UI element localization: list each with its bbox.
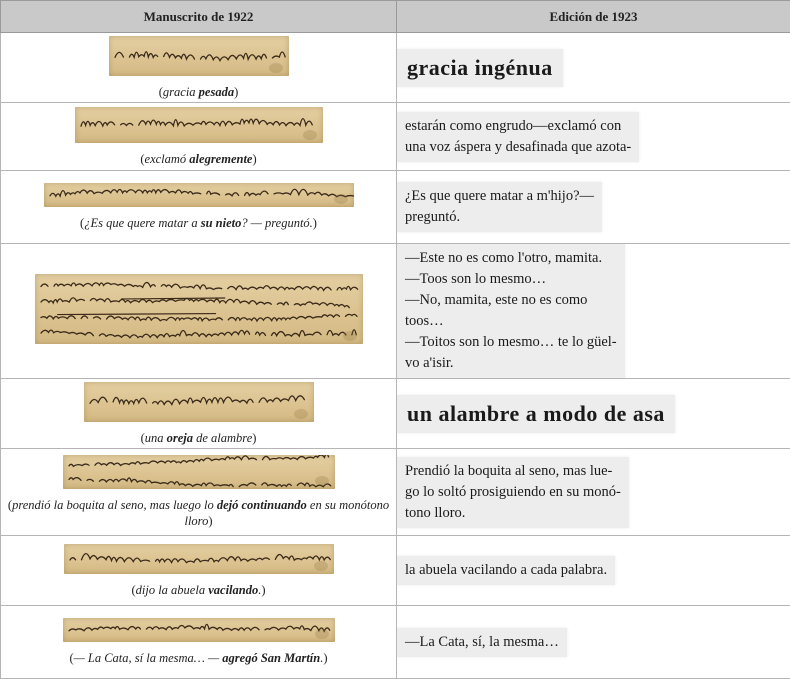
caption-segment: )	[252, 431, 256, 445]
caption-segment: )	[252, 152, 256, 166]
edition-cell	[397, 103, 790, 171]
caption-segment: de alambre	[193, 431, 252, 445]
edition-print-image	[397, 182, 602, 232]
manuscript-caption	[1, 215, 396, 231]
caption-segment: .	[258, 583, 261, 597]
caption-segment: (	[69, 651, 73, 665]
table-row	[1, 606, 790, 679]
caption-segment: )	[208, 514, 212, 528]
edition-text-line: toos…	[405, 311, 617, 332]
edition-text-line: Prendió la boquita al seno, mas lue-	[405, 461, 621, 482]
manuscript-image	[109, 36, 289, 76]
edition-text-line: ¿Es que quere matar a m'hijo?—	[405, 186, 594, 207]
caption-segment: dijo la abuela	[136, 583, 209, 597]
edition-print-image	[397, 457, 629, 528]
edition-text-line: —No, mamita, este no es como	[405, 290, 617, 311]
caption-segment: prendió la boquita al seno, mas luego lo	[12, 498, 217, 512]
caption-segment: ? — preguntó.	[241, 216, 312, 230]
edition-text-line: preguntó.	[405, 207, 594, 228]
caption-segment: vacilando	[208, 583, 258, 597]
edition-print-image	[397, 49, 563, 87]
edition-print-image	[397, 112, 639, 162]
caption-segment: )	[323, 651, 327, 665]
edition-text-line: vo a'isir.	[405, 353, 617, 374]
caption-segment: oreja	[167, 431, 193, 445]
manuscript-cell	[1, 171, 397, 244]
manuscript-image	[84, 382, 314, 422]
table-row	[1, 536, 790, 606]
caption-segment: agregó San Martín	[222, 651, 320, 665]
caption-segment: dejó continuando	[217, 498, 307, 512]
edition-text-line: —La Cata, sí, la mesma…	[405, 632, 559, 653]
edition-cell	[397, 379, 790, 449]
edition-text-line: —Este no es como l'otro, mamita.	[405, 248, 617, 269]
caption-segment: su nieto	[201, 216, 242, 230]
caption-segment: gracia	[163, 85, 199, 99]
header-manuscript: Manuscrito de 1922	[1, 1, 397, 33]
caption-segment: en su monótono lloro	[184, 498, 389, 528]
edition-text-line: estarán como engrudo—exclamó con	[405, 116, 631, 137]
edition-cell	[397, 449, 790, 536]
edition-text-line: —Toos son lo mesmo…	[405, 269, 617, 290]
manuscript-image	[63, 455, 335, 489]
edition-text-line: —Toitos son lo mesmo… te lo güel-	[405, 332, 617, 353]
manuscript-caption	[1, 650, 396, 666]
manuscript-image	[35, 274, 363, 344]
manuscript-cell	[1, 244, 397, 379]
manuscript-cell	[1, 606, 397, 679]
manuscript-image	[44, 183, 354, 207]
manuscript-image	[75, 107, 323, 143]
table-row	[1, 449, 790, 536]
manuscript-caption	[1, 84, 396, 100]
edition-cell	[397, 244, 790, 379]
caption-segment: )	[313, 216, 317, 230]
table-row	[1, 103, 790, 171]
edition-print-image	[397, 628, 567, 657]
caption-segment: )	[261, 583, 265, 597]
edition-text-line: tono lloro.	[405, 503, 621, 524]
caption-segment: — La Cata, sí la mesma… —	[74, 651, 223, 665]
edition-print-image	[397, 556, 615, 585]
caption-segment: (	[8, 498, 12, 512]
caption-segment: exclamó	[145, 152, 190, 166]
manuscript-cell	[1, 449, 397, 536]
caption-segment: pesada	[199, 85, 234, 99]
caption-segment: .	[320, 651, 323, 665]
manuscript-cell	[1, 379, 397, 449]
edition-text-line: go lo soltó prosiguiendo en su monó-	[405, 482, 621, 503]
caption-segment: ¿Es que quere matar a	[84, 216, 201, 230]
edition-text-line: la abuela vacilando a cada palabra.	[405, 560, 607, 581]
edition-text-line: gracia ingénua	[407, 55, 553, 81]
caption-segment: (	[159, 85, 163, 99]
manuscript-caption	[1, 497, 396, 529]
edition-print-image	[397, 244, 625, 378]
manuscript-caption	[1, 430, 396, 446]
header-edition: Edición de 1923	[397, 1, 790, 33]
edition-text-line: una voz áspera y desafinada que azota-	[405, 137, 631, 158]
caption-segment: )	[234, 85, 238, 99]
edition-text-line: un alambre a modo de asa	[407, 401, 665, 427]
caption-segment: (	[141, 431, 145, 445]
caption-segment: (	[140, 152, 144, 166]
caption-segment: (	[80, 216, 84, 230]
table-row	[1, 244, 790, 379]
manuscript-caption	[1, 582, 396, 598]
caption-segment: (	[131, 583, 135, 597]
manuscript-image	[64, 544, 334, 574]
header-row	[1, 1, 790, 33]
manuscript-cell	[1, 103, 397, 171]
edition-cell	[397, 33, 790, 103]
edition-cell	[397, 606, 790, 679]
table-row	[1, 33, 790, 103]
manuscript-caption	[1, 151, 396, 167]
caption-segment: alegremente	[189, 152, 252, 166]
manuscript-image	[63, 618, 335, 642]
table-row	[1, 171, 790, 244]
manuscript-cell	[1, 536, 397, 606]
edition-cell	[397, 536, 790, 606]
caption-segment: una	[145, 431, 167, 445]
edition-print-image	[397, 395, 675, 433]
manuscript-cell	[1, 33, 397, 103]
table-row	[1, 379, 790, 449]
edition-cell	[397, 171, 790, 244]
